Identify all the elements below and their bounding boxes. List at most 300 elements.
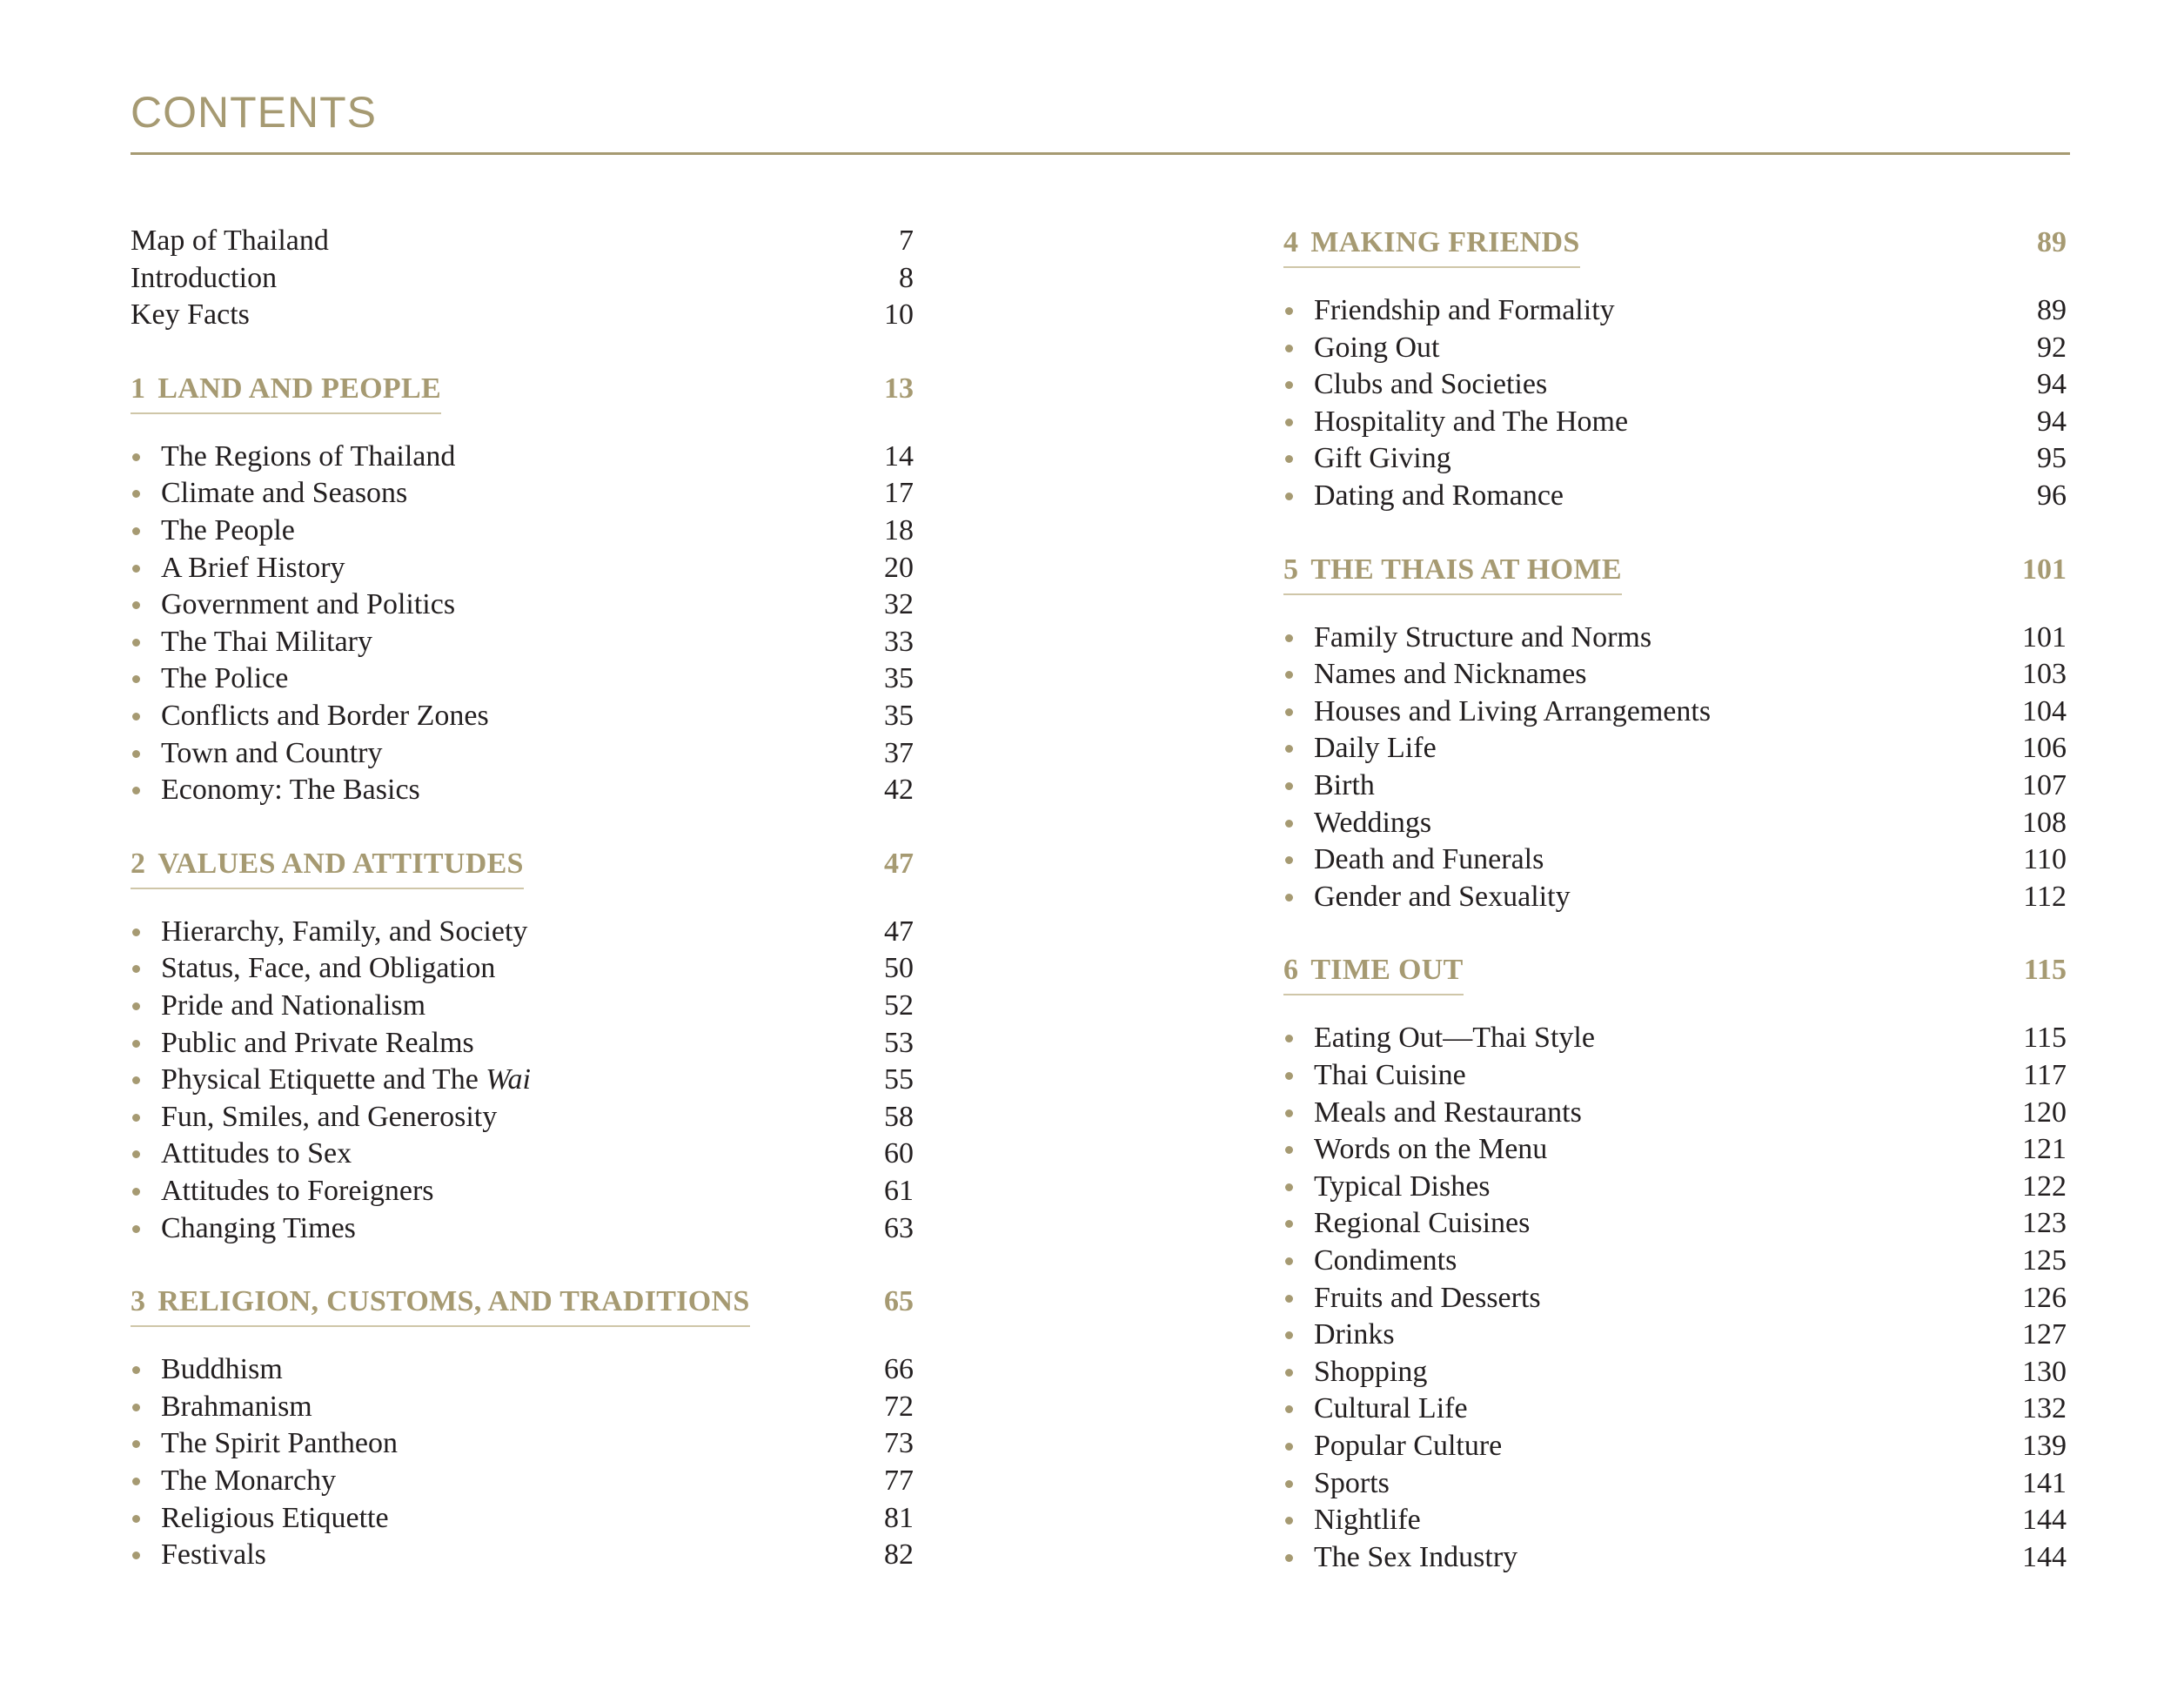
entry-page-number: 120 — [2022, 1096, 2067, 1129]
toc-entry[interactable] — [131, 1210, 914, 1247]
entry-title — [1314, 1465, 1390, 1502]
entry-title-text: The Thai Military — [161, 625, 372, 658]
entry-title-text: The Spirit Pantheon — [161, 1427, 398, 1460]
entry-page-number: 104 — [2022, 694, 2067, 727]
entry-title-text: Meals and Restaurants — [1314, 1096, 1582, 1129]
chapter-title — [1283, 225, 1580, 268]
entry-title-text: Attitudes to Sex — [161, 1137, 352, 1170]
chapter-number: 3 — [131, 1285, 146, 1318]
entry-page-number: 81 — [884, 1501, 914, 1534]
toc-entry[interactable] — [131, 1537, 914, 1573]
toc-entry[interactable] — [131, 439, 914, 475]
entry-title-text: Drinks — [1314, 1318, 1395, 1351]
entry-page-number: 95 — [2037, 442, 2067, 475]
entry-title — [161, 1136, 352, 1172]
entry-page-number: 110 — [2023, 843, 2067, 876]
toc-entry[interactable] — [131, 1389, 914, 1425]
entry-title — [161, 735, 383, 772]
entry-page-number: 8 — [899, 261, 914, 294]
bullet-icon — [1285, 745, 1293, 753]
entry-title — [161, 914, 527, 950]
entry-title — [1314, 730, 1437, 767]
entry-title-text: The Regions of Thailand — [161, 439, 456, 473]
toc-entry[interactable] — [131, 586, 914, 623]
entry-title — [1314, 620, 1651, 656]
entry-title-text: Key Facts — [131, 298, 250, 332]
bullet-icon — [132, 928, 140, 936]
entry-page-number: 35 — [884, 700, 914, 732]
toc-entry[interactable] — [131, 1500, 914, 1537]
bullet-icon — [132, 1040, 140, 1048]
entry-title — [131, 223, 329, 259]
bullet-icon — [1285, 1517, 1293, 1525]
entry-title-text: Town and Country — [161, 736, 383, 769]
bullet-icon — [1285, 345, 1293, 352]
bullet-icon — [132, 1002, 140, 1010]
toc-entry[interactable] — [131, 772, 914, 808]
chapter-heading[interactable] — [1283, 952, 2067, 994]
entry-page-number: 55 — [884, 1063, 914, 1096]
entry-page-number: 106 — [2022, 732, 2067, 765]
entry-title-text: Public and Private Realms — [161, 1026, 474, 1059]
toc-entry[interactable] — [1283, 366, 2067, 403]
entry-title — [1314, 1539, 1517, 1576]
bullet-icon — [132, 1188, 140, 1196]
entry-page-number: 121 — [2022, 1133, 2067, 1166]
entry-title — [1314, 1243, 1457, 1279]
entry-page-number: 53 — [884, 1026, 914, 1059]
entry-page-number: 33 — [884, 625, 914, 658]
chapter-title-text: MAKING FRIENDS — [1310, 226, 1580, 258]
entry-title — [161, 475, 407, 512]
entry-page-number: 89 — [2037, 294, 2067, 326]
chapter-heading[interactable] — [131, 846, 914, 888]
entry-title-text: The Monarchy — [161, 1464, 337, 1497]
entry-page-number: 42 — [884, 774, 914, 807]
chapter-heading[interactable] — [131, 1284, 914, 1325]
toc-entry[interactable] — [1283, 805, 2067, 841]
entry-title — [161, 950, 495, 987]
chapter-page-number: 89 — [2037, 226, 2067, 258]
toc-entry[interactable] — [1283, 478, 2067, 514]
entry-page-number: 139 — [2022, 1430, 2067, 1462]
toc-entry[interactable] — [131, 698, 914, 734]
entry-title-text: Sports — [1314, 1466, 1390, 1499]
entry-title-text: Thai Cuisine — [1314, 1059, 1466, 1091]
toc-entry[interactable] — [1283, 694, 2067, 730]
entry-page-number: 125 — [2022, 1244, 2067, 1277]
entry-title-text: Introduction — [131, 261, 278, 294]
bullet-icon — [1285, 1257, 1293, 1265]
entry-title-text: The Police — [161, 662, 289, 695]
bullet-icon — [132, 453, 140, 461]
chapter-number: 4 — [1283, 226, 1299, 258]
toc-entry[interactable] — [1283, 1205, 2067, 1242]
toc-entry[interactable] — [131, 1025, 914, 1062]
entry-title-text: Religious Etiquette — [161, 1501, 389, 1534]
entry-title-text: The People — [161, 514, 295, 546]
entry-title — [161, 550, 345, 586]
toc-entry[interactable] — [1283, 1057, 2067, 1094]
entry-title-text: Pride and Nationalism — [161, 989, 426, 1022]
bullet-icon — [132, 713, 140, 721]
entry-title — [161, 1500, 389, 1537]
entry-title-text: Weddings — [1314, 806, 1432, 839]
bullet-icon — [1285, 455, 1293, 463]
toc-entry[interactable] — [1283, 620, 2067, 656]
bullet-icon — [132, 1478, 140, 1485]
entry-title — [1314, 694, 1711, 730]
toc-entry[interactable] — [131, 513, 914, 549]
entry-title — [1314, 841, 1544, 878]
toc-entry[interactable] — [131, 988, 914, 1024]
chapter-title — [131, 371, 441, 414]
bullet-icon — [132, 1552, 140, 1559]
entry-title-text: The Sex Industry — [1314, 1540, 1518, 1573]
entry-title-text: Shopping — [1314, 1355, 1428, 1388]
chapter-title-text: LAND AND PEOPLE — [157, 372, 441, 405]
chapter-heading[interactable] — [1283, 225, 2067, 266]
bullet-icon — [1285, 493, 1293, 500]
toc-entry[interactable] — [1283, 1391, 2067, 1427]
entry-page-number: 60 — [884, 1137, 914, 1170]
bullet-icon — [1285, 381, 1293, 389]
toc-entry[interactable] — [1283, 1243, 2067, 1279]
entry-title-italic: Wai — [486, 1063, 531, 1096]
entry-title-text: Climate and Seasons — [161, 477, 408, 510]
front-matter-entry[interactable] — [131, 297, 914, 333]
chapter-heading[interactable] — [1283, 552, 2067, 593]
entry-page-number: 130 — [2022, 1355, 2067, 1388]
entry-page-number: 127 — [2022, 1318, 2067, 1351]
chapter-page-number: 101 — [2022, 553, 2067, 586]
toc-entry[interactable] — [1283, 1095, 2067, 1131]
entry-title — [161, 772, 420, 808]
entry-page-number: 17 — [884, 477, 914, 510]
bullet-icon — [132, 965, 140, 973]
bullet-icon — [132, 565, 140, 573]
entry-title — [1314, 366, 1547, 403]
entry-title — [1314, 330, 1440, 366]
toc-entry[interactable] — [1283, 1317, 2067, 1353]
bullet-icon — [1285, 671, 1293, 679]
chapter-number: 6 — [1283, 954, 1299, 987]
entry-title-text: Nightlife — [1314, 1504, 1421, 1537]
front-matter-entry[interactable] — [131, 223, 914, 259]
chapter-title — [131, 1284, 750, 1327]
bullet-icon — [132, 490, 140, 498]
entry-title — [161, 1210, 356, 1247]
entry-title — [161, 660, 288, 697]
entry-title — [1314, 879, 1571, 915]
entry-page-number: 132 — [2022, 1392, 2067, 1425]
entry-page-number: 126 — [2022, 1281, 2067, 1314]
entry-title — [161, 586, 455, 623]
entry-title-text: Economy: The Basics — [161, 774, 420, 807]
bullet-icon — [1285, 1443, 1293, 1451]
bullet-icon — [132, 1404, 140, 1411]
entry-page-number: 96 — [2037, 479, 2067, 512]
entry-page-number: 20 — [884, 551, 914, 584]
entry-title-text: Hierarchy, Family, and Society — [161, 915, 528, 948]
entry-title — [1314, 1205, 1530, 1242]
bullet-icon — [132, 1366, 140, 1374]
chapter-title-text: THE THAIS AT HOME — [1310, 553, 1622, 586]
bullet-icon — [1285, 1035, 1293, 1042]
toc-entry[interactable] — [131, 660, 914, 697]
entry-title-text: Festivals — [161, 1538, 266, 1572]
entry-title — [1314, 478, 1564, 514]
entry-title — [161, 513, 295, 549]
entry-title-text: Cultural Life — [1314, 1392, 1468, 1425]
entry-title — [161, 1389, 312, 1425]
entry-title — [161, 988, 425, 1024]
entry-page-number: 82 — [884, 1538, 914, 1572]
entry-title-text: Dating and Romance — [1314, 479, 1564, 512]
entry-title — [1314, 1169, 1491, 1205]
toc-entry[interactable] — [1283, 1354, 2067, 1391]
bullet-icon — [1285, 1331, 1293, 1339]
toc-entry[interactable] — [1283, 1020, 2067, 1056]
entry-title-text: Condiments — [1314, 1244, 1457, 1277]
bullet-icon — [1285, 307, 1293, 315]
toc-entry[interactable] — [1283, 1131, 2067, 1168]
toc-entry[interactable] — [131, 950, 914, 987]
entry-title-text: Fruits and Desserts — [1314, 1281, 1541, 1314]
chapter-page-number: 65 — [884, 1285, 914, 1318]
entry-title — [161, 1099, 497, 1136]
entry-page-number: 141 — [2022, 1466, 2067, 1499]
entry-title — [1314, 1317, 1395, 1353]
entry-title — [161, 698, 489, 734]
bullet-icon — [132, 675, 140, 683]
entry-title-text: Popular Culture — [1314, 1430, 1503, 1462]
chapter-page-number: 47 — [884, 847, 914, 880]
toc-entry[interactable] — [1283, 1539, 2067, 1576]
bullet-icon — [1285, 820, 1293, 828]
toc-entry[interactable] — [131, 1062, 914, 1098]
entry-page-number: 7 — [899, 225, 914, 257]
entry-title — [161, 1173, 434, 1210]
entry-page-number: 73 — [884, 1427, 914, 1460]
entry-page-number: 112 — [2023, 880, 2067, 913]
entry-title — [161, 1425, 398, 1462]
entry-page-number: 52 — [884, 989, 914, 1022]
entry-page-number: 18 — [884, 514, 914, 546]
entry-title-text: Family Structure and Norms — [1314, 620, 1652, 653]
entry-title — [161, 1351, 283, 1388]
entry-title-text: Government and Politics — [161, 588, 456, 621]
toc-entry[interactable] — [131, 475, 914, 512]
chapter-title-text: TIME OUT — [1310, 954, 1464, 987]
entry-title-text: Birth — [1314, 769, 1375, 801]
entry-title-text: Clubs and Societies — [1314, 368, 1548, 401]
toc-entry[interactable] — [131, 1136, 914, 1172]
entry-page-number: 58 — [884, 1100, 914, 1133]
bullet-icon — [1285, 708, 1293, 716]
chapter-title — [1283, 552, 1622, 595]
entry-title — [1314, 1095, 1582, 1131]
entry-page-number: 10 — [884, 298, 914, 332]
entry-title-text: A Brief History — [161, 551, 345, 584]
toc-entry[interactable] — [1283, 879, 2067, 915]
entry-page-number: 72 — [884, 1390, 914, 1423]
bullet-icon — [1285, 782, 1293, 790]
toc-entry[interactable] — [1283, 440, 2067, 477]
bullet-icon — [1285, 1072, 1293, 1080]
entry-title — [161, 624, 372, 660]
entry-title — [1314, 1354, 1427, 1391]
toc-entry[interactable] — [1283, 1502, 2067, 1538]
entry-title — [1314, 805, 1431, 841]
bullet-icon — [1285, 1405, 1293, 1413]
entry-title-text: Going Out — [1314, 331, 1440, 364]
toc-entry[interactable] — [1283, 841, 2067, 878]
bullet-icon — [132, 1440, 140, 1448]
entry-page-number: 37 — [884, 736, 914, 769]
bullet-icon — [1285, 1109, 1293, 1117]
toc-entry[interactable] — [1283, 404, 2067, 440]
bullet-icon — [132, 1150, 140, 1158]
toc-entry[interactable] — [131, 624, 914, 660]
chapter-title — [1283, 952, 1464, 995]
entry-title — [1314, 767, 1375, 804]
entry-page-number: 61 — [884, 1175, 914, 1207]
toc-entry[interactable] — [131, 1351, 914, 1388]
chapter-heading[interactable] — [131, 371, 914, 412]
entry-title-text: Daily Life — [1314, 732, 1437, 765]
bullet-icon — [1285, 856, 1293, 864]
entry-page-number: 94 — [2037, 368, 2067, 401]
bullet-icon — [132, 1515, 140, 1523]
chapter-page-number: 115 — [2023, 954, 2067, 987]
bullet-icon — [132, 601, 140, 609]
entry-title — [1314, 1502, 1421, 1538]
entry-title-text: Gender and Sexuality — [1314, 880, 1571, 913]
entry-page-number: 115 — [2023, 1022, 2067, 1055]
toc-entry[interactable] — [131, 1463, 914, 1499]
entry-page-number: 32 — [884, 588, 914, 621]
chapter-page-number: 13 — [884, 372, 914, 405]
entry-page-number: 14 — [884, 439, 914, 473]
heading-divider — [131, 152, 2070, 155]
toc-entry[interactable] — [131, 1099, 914, 1136]
bullet-icon — [1285, 1480, 1293, 1488]
entry-title-text: Names and Nicknames — [1314, 658, 1587, 691]
entry-page-number: 122 — [2022, 1170, 2067, 1203]
front-matter-entry[interactable] — [131, 260, 914, 297]
entry-page-number: 108 — [2022, 806, 2067, 839]
entry-title-text: Gift Giving — [1314, 442, 1451, 475]
entry-page-number: 144 — [2022, 1504, 2067, 1537]
entry-title — [1314, 1057, 1466, 1094]
entry-page-number: 66 — [884, 1353, 914, 1386]
entry-title — [1314, 656, 1586, 693]
bullet-icon — [1285, 1220, 1293, 1228]
entry-page-number: 101 — [2022, 620, 2067, 653]
entry-title — [1314, 1428, 1502, 1464]
entry-page-number: 144 — [2022, 1540, 2067, 1573]
entry-title-text: Changing Times — [161, 1211, 356, 1244]
toc-entry[interactable] — [1283, 1280, 2067, 1317]
bullet-icon — [1285, 894, 1293, 901]
chapter-title-text: VALUES AND ATTITUDES — [157, 847, 524, 880]
bullet-icon — [132, 639, 140, 647]
entry-title — [131, 260, 277, 297]
entry-title — [1314, 1280, 1541, 1317]
bullet-icon — [132, 1076, 140, 1084]
entry-page-number: 35 — [884, 662, 914, 695]
entry-page-number: 107 — [2022, 769, 2067, 801]
bullet-icon — [1285, 1295, 1293, 1303]
entry-title-text: Map of Thailand — [131, 225, 329, 257]
toc-entry[interactable] — [131, 735, 914, 772]
toc-entry[interactable] — [1283, 1169, 2067, 1205]
toc-entry[interactable] — [131, 1425, 914, 1462]
entry-title-text: Hospitality and The Home — [1314, 405, 1629, 438]
entry-title-text: Status, Face, and Obligation — [161, 952, 496, 985]
chapter-number: 5 — [1283, 553, 1299, 586]
entry-title — [1314, 1020, 1595, 1056]
page-title: CONTENTS — [131, 88, 377, 137]
entry-title-text: Physical Etiquette and The — [161, 1063, 486, 1096]
entry-title-text: Eating Out—Thai Style — [1314, 1022, 1595, 1055]
bullet-icon — [1285, 1183, 1293, 1191]
entry-title-text: Friendship and Formality — [1314, 294, 1615, 326]
toc-entry[interactable] — [1283, 1428, 2067, 1464]
entry-page-number: 123 — [2022, 1207, 2067, 1240]
entry-title — [1314, 1391, 1468, 1427]
entry-title — [161, 1463, 336, 1499]
entry-title-text: Houses and Living Arrangements — [1314, 694, 1712, 727]
toc-entry[interactable] — [131, 1173, 914, 1210]
bullet-icon — [1285, 1554, 1293, 1562]
toc-entry[interactable] — [131, 550, 914, 586]
entry-page-number: 117 — [2023, 1059, 2067, 1091]
entry-page-number: 92 — [2037, 331, 2067, 364]
entry-title-text: Typical Dishes — [1314, 1170, 1491, 1203]
entry-page-number: 94 — [2037, 405, 2067, 438]
entry-title — [1314, 292, 1615, 329]
toc-entry[interactable] — [131, 914, 914, 950]
chapter-title-text: RELIGION, CUSTOMS, AND TRADITIONS — [157, 1285, 750, 1318]
toc-entry[interactable] — [1283, 1465, 2067, 1502]
bullet-icon — [1285, 419, 1293, 426]
entry-title-text: Conflicts and Border Zones — [161, 700, 489, 732]
bullet-icon — [1285, 634, 1293, 642]
entry-title — [1314, 440, 1451, 477]
bullet-icon — [1285, 1369, 1293, 1377]
entry-title — [161, 439, 455, 475]
entry-title — [1314, 1131, 1547, 1168]
entry-title-text: Attitudes to Foreigners — [161, 1175, 434, 1207]
chapter-number: 1 — [131, 372, 146, 405]
entry-title — [131, 297, 250, 333]
chapter-title — [131, 846, 524, 889]
toc-entry[interactable] — [1283, 656, 2067, 693]
entry-title — [161, 1062, 531, 1098]
entry-title-text: Brahmanism — [161, 1390, 312, 1423]
entry-title — [161, 1537, 266, 1573]
entry-title — [1314, 404, 1628, 440]
entry-page-number: 50 — [884, 952, 914, 985]
toc-entry[interactable] — [1283, 730, 2067, 767]
toc-entry[interactable] — [1283, 767, 2067, 804]
toc-entry[interactable] — [1283, 292, 2067, 329]
entry-title-text: Buddhism — [161, 1353, 283, 1386]
bullet-icon — [132, 527, 140, 535]
toc-entry[interactable] — [1283, 330, 2067, 366]
